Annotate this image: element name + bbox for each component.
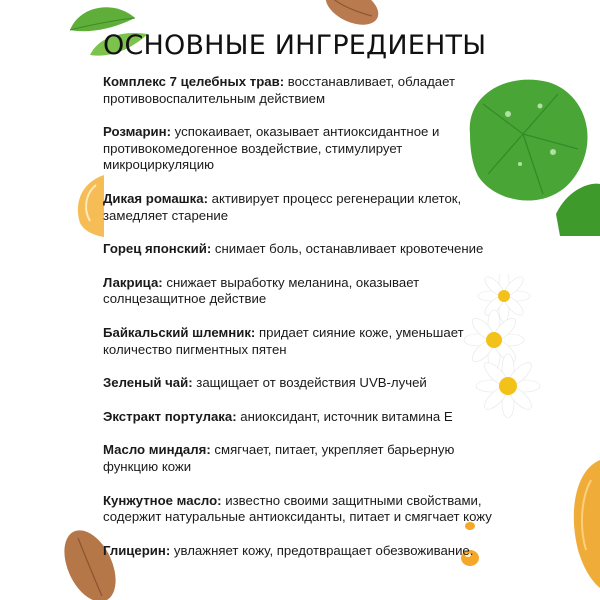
ingredient-name: Зеленый чай: — [103, 375, 193, 391]
ingredient-description: восстанавливает, обладает противовоспалительным действием — [103, 74, 456, 106]
ingredient-name: Экстракт портулака: — [103, 408, 237, 424]
list-item — [103, 191, 498, 224]
ingredient-name: Дикая ромашка: — [103, 190, 208, 206]
list-item — [103, 74, 498, 107]
oil-drop-icon — [574, 460, 600, 588]
green-leaf-icon — [556, 184, 600, 236]
ingredient-name: Горец японский: — [103, 241, 212, 257]
list-item — [103, 325, 498, 358]
ingredient-description: смягчает, питает, укрепляет барьерную функцию кожи — [103, 442, 455, 474]
almond-top-right — [322, 0, 382, 28]
ingredient-description: защищает от воздействия UVB-лучей — [192, 375, 427, 391]
ingredient-description: придает сияние коже, уменьшает количество пигментных пятен — [103, 324, 464, 357]
ingredient-description: снижает выработку меланина, оказывает солнцезащитное действие — [103, 274, 420, 307]
list-item — [103, 241, 498, 258]
page-title: ОСНОВНЫЕ ИНГРЕДИЕНТЫ — [103, 30, 487, 61]
ingredient-description: известно своими защитными свойствами, содержит натуральные антиоксиданты, питает и смягчает кожу — [103, 492, 492, 525]
list-item — [103, 275, 498, 308]
list-item — [103, 543, 498, 560]
ingredient-name: Глицерин: — [103, 542, 171, 558]
ingredient-name: Комплекс 7 целебных трав: — [103, 74, 285, 89]
list-item — [103, 124, 498, 174]
oil-drop-left — [74, 175, 104, 237]
ingredient-description: аниоксидант, источник витамина Е — [236, 408, 453, 424]
ingredient-description: увлажняет кожу, предотвращает обезвоживание. — [170, 542, 474, 558]
ingredient-name: Масло миндаля: — [103, 442, 211, 458]
ingredient-name: Байкальский шлемник: — [103, 324, 256, 340]
ingredient-name: Кунжутное масло: — [103, 492, 222, 508]
list-item — [103, 493, 498, 526]
ingredient-name: Лакрица: — [103, 274, 163, 290]
almond-icon — [322, 0, 382, 28]
list-item — [103, 409, 498, 426]
list-item — [103, 442, 498, 475]
ingredient-name: Розмарин: — [103, 124, 172, 140]
ingredient-description: снимает боль, останавливает кровотечение — [211, 241, 484, 257]
ingredient-description: успокаивает, оказывает антиоксидантное и противокомедогенное воздействие, стимулирует микроциркуляцию — [103, 124, 440, 173]
ingredient-description: активирует процесс регенерации клеток, замедляет старение — [103, 190, 462, 223]
list-item — [103, 375, 498, 392]
ingredient-list — [103, 74, 498, 559]
oil-drop-icon — [78, 175, 104, 237]
